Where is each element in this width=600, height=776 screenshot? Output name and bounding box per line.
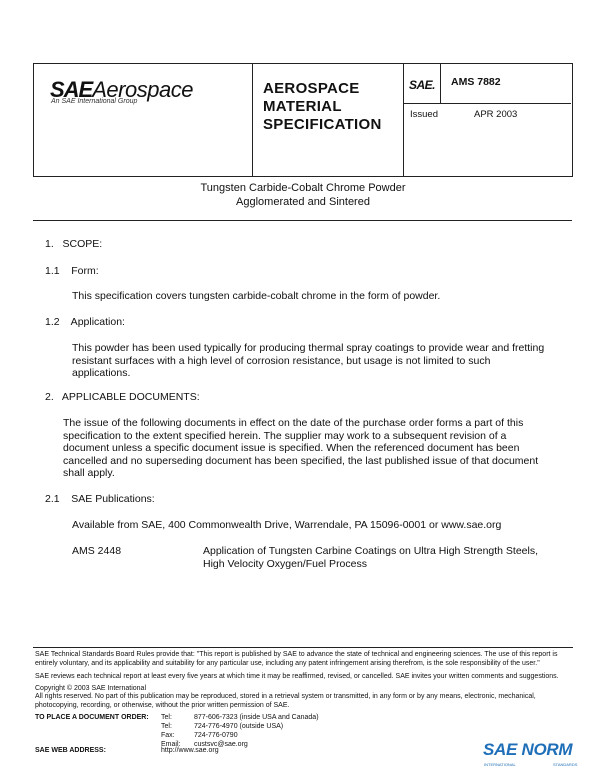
contact-labels bbox=[161, 713, 180, 749]
spec-title-line-2: MATERIAL bbox=[263, 98, 342, 115]
section-1-1-text: This specification covers tungsten carbide-cobalt chrome in the form of powder. bbox=[72, 290, 441, 302]
tel-value: 877-606-7323 (inside USA and Canada) bbox=[194, 714, 319, 721]
section-1-heading: 1. SCOPE: bbox=[45, 238, 103, 250]
sae-norm-logo bbox=[483, 740, 595, 770]
norm-logo-sub-right: STANDARDS bbox=[553, 762, 578, 767]
footer-review-text: SAE reviews each technical report at least every five years at which time it may be reaffirmed, revised, or cancelled. SAE invites your written comments and suggestions. bbox=[35, 673, 559, 680]
email-link[interactable]: custsvc@sae.org bbox=[194, 741, 248, 748]
section-2-1-text: Available from SAE, 400 Commonwealth Drive, Warrendale, PA 15096-0001 or www.sae.org bbox=[72, 519, 502, 531]
section-2-heading: 2. APPLICABLE DOCUMENTS: bbox=[45, 391, 200, 403]
logo-brand: SAE bbox=[50, 77, 93, 102]
document-title bbox=[33, 182, 573, 209]
fax-value: 724-776-0790 bbox=[194, 732, 238, 739]
reference-description-line-2: High Velocity Oxygen/Fuel Process bbox=[203, 557, 367, 570]
section-1-1-heading: 1.1 Form: bbox=[45, 265, 99, 277]
doc-number: AMS 7882 bbox=[451, 76, 501, 88]
logo-word: Aerospace bbox=[92, 77, 193, 102]
reference-code: AMS 2448 bbox=[72, 545, 122, 557]
order-label: TO PLACE A DOCUMENT ORDER: bbox=[35, 714, 149, 721]
contact-values bbox=[194, 713, 319, 749]
web-label: SAE WEB ADDRESS: bbox=[35, 747, 106, 754]
footer-rights-text: All rights reserved. No part of this publication may be reproduced, stored in a retrieval system or transmitted, in any form or by any means, electronic, mechanical, photocopying, recording, or otherwise, without the prior written permission of SAE. bbox=[35, 693, 536, 709]
header-divider-3 bbox=[440, 63, 441, 103]
spec-title bbox=[263, 80, 382, 134]
fax-label: Fax: bbox=[161, 732, 175, 739]
tel2-value: 724-776-4970 (outside USA) bbox=[194, 723, 284, 730]
document-title-line-1: Tungsten Carbide-Cobalt Chrome Powder bbox=[200, 182, 406, 194]
title-rule bbox=[33, 220, 572, 221]
logo-tagline: An SAE International Group bbox=[51, 98, 138, 105]
header-divider-2 bbox=[403, 63, 404, 176]
footer-rules-text: SAE Technical Standards Board Rules provide that: "This report is published by SAE to advance the state of technical and engineering sciences. The use of this report is entirely voluntary, and its applicability and suitability for any particular use, including any patent infringement arising therefrom, is the sole responsibility of the user." bbox=[35, 651, 558, 667]
document-title-line-2: Agglomerated and Sintered bbox=[236, 195, 370, 208]
norm-logo-text: SAE NORM bbox=[483, 740, 573, 759]
issued-date: APR 2003 bbox=[474, 109, 518, 120]
tel2-label: Tel: bbox=[161, 723, 172, 730]
header-divider-1 bbox=[252, 63, 253, 176]
section-2-1-heading: 2.1 SAE Publications: bbox=[45, 493, 155, 505]
issued-label: Issued bbox=[410, 109, 438, 120]
norm-logo-sub-left: INTERNATIONAL bbox=[484, 762, 516, 767]
sae-mark: SAE. bbox=[409, 78, 436, 92]
footer-copyright: Copyright © 2003 SAE International bbox=[35, 685, 147, 692]
section-1-2-text: This powder has been used typically for producing thermal spray coatings to provide wear and fretting resistant surfaces with a high level of corrosion resistance, but usage is not limited to such applications. bbox=[72, 342, 545, 379]
section-1-2-heading: 1.2 Application: bbox=[45, 316, 125, 328]
header-divider-4 bbox=[403, 103, 571, 104]
section-2-text: The issue of the following documents in effect on the date of the purchase order forms a part of this specification to the extent specified herein. The supplier may work to a subsequent revision of a document unless a specific document issue is specified. When the referenced document has been cancelled and no superseding document has been specified, the last published issue of that document shall apply. bbox=[63, 417, 539, 479]
tel-label: Tel: bbox=[161, 714, 172, 721]
email-label: Email: bbox=[161, 741, 181, 748]
reference-description-line-1: Application of Tungsten Carbine Coatings on Ultra High Strength Steels, bbox=[203, 545, 539, 557]
spec-title-line-1: AEROSPACE bbox=[263, 80, 360, 97]
spec-title-line-3: SPECIFICATION bbox=[263, 116, 382, 133]
reference-description bbox=[203, 545, 573, 570]
footer-rule bbox=[33, 647, 573, 648]
web-link[interactable]: http://www.sae.org bbox=[161, 747, 219, 754]
